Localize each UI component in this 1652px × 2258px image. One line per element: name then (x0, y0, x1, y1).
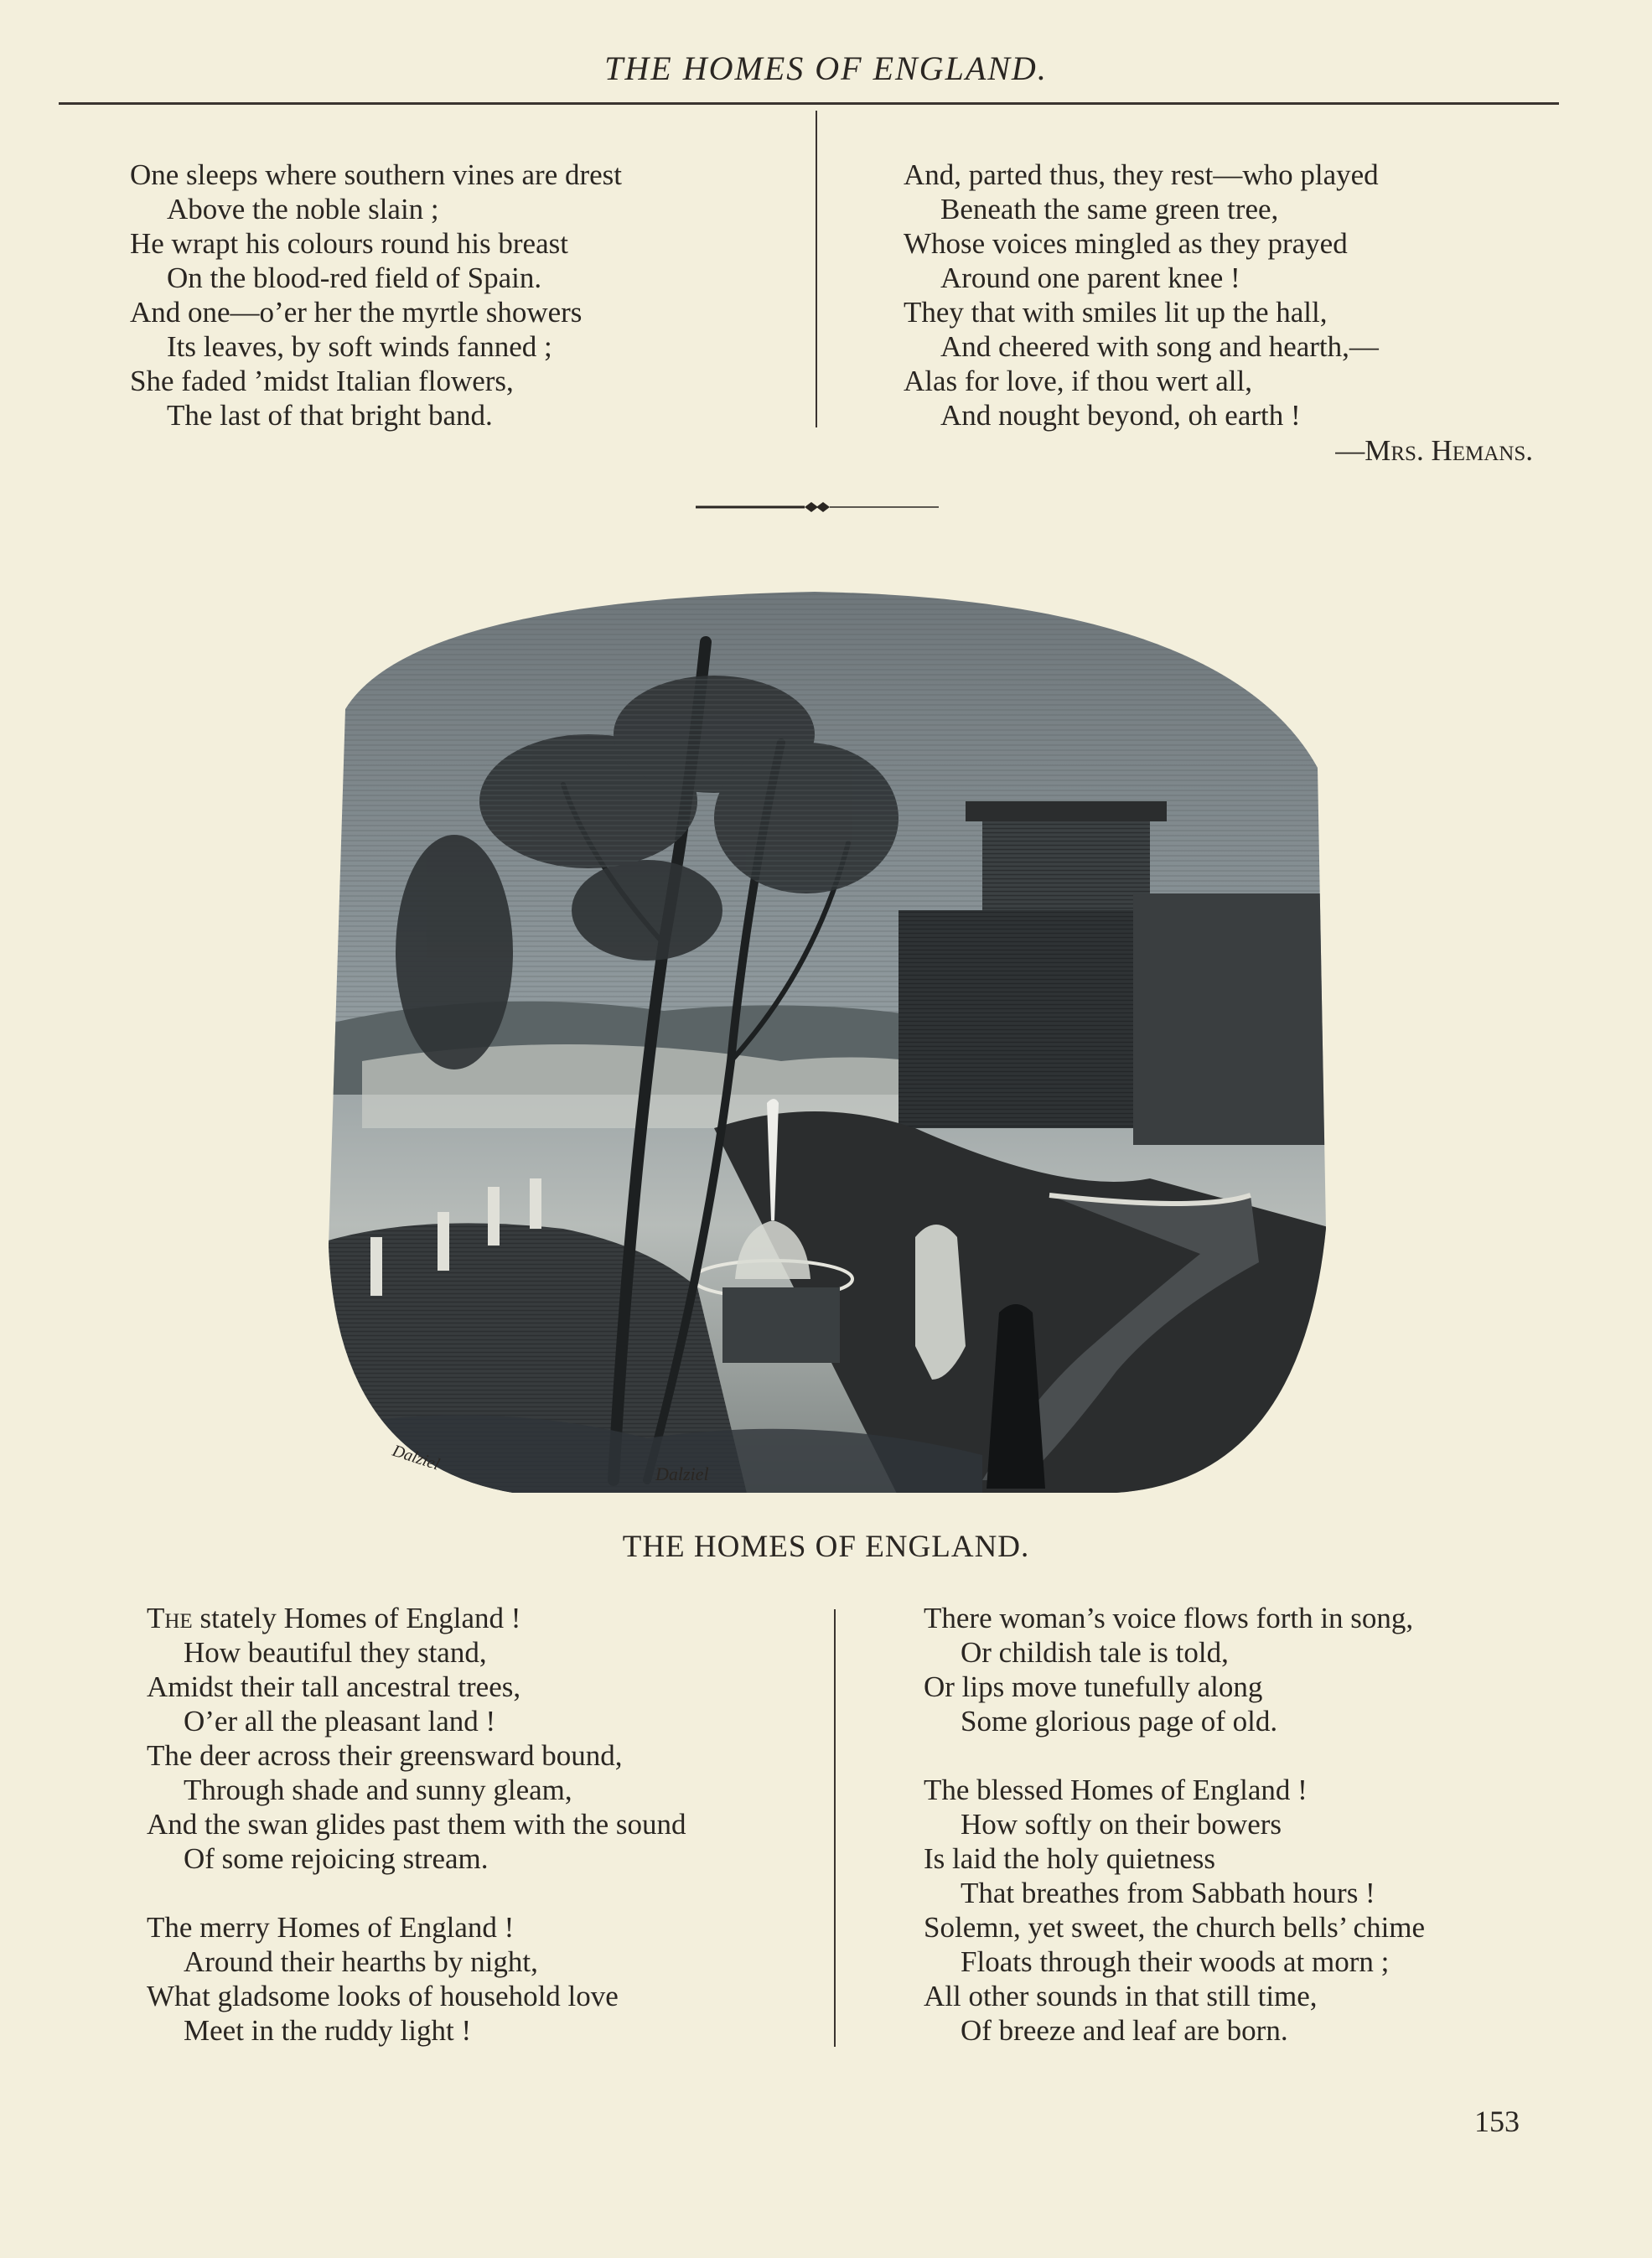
poem-line-text: One sleeps where southern vines are drest (130, 158, 623, 191)
main-poem-right-column (924, 1601, 1425, 2048)
poem-line (924, 1979, 1425, 2013)
poem-line-text: Its leaves, by soft winds fanned ; (167, 330, 552, 363)
poem-line-text: And the swan glides past them with the sound (147, 1808, 686, 1841)
stanza-break (924, 1738, 1425, 1773)
poem-line-text: There woman’s voice flows forth in song, (924, 1602, 1414, 1634)
running-head: THE HOMES OF ENGLAND. (604, 49, 1048, 87)
poem-line-text: O’er all the pleasant land ! (184, 1705, 496, 1738)
poem-line (924, 1910, 1425, 1945)
poem-line-text: All other sounds in that still time, (924, 1980, 1318, 2012)
poem-line (130, 364, 622, 398)
poem-line (924, 1945, 1425, 1979)
poem-line (130, 398, 622, 432)
poem-line (130, 226, 622, 261)
engraver-signature-right: Dalziel (655, 1463, 709, 1484)
poem-line-text: And cheered with song and hearth,— (940, 330, 1379, 363)
poem-line (147, 1979, 686, 2013)
poem-line (904, 158, 1379, 192)
top-column-divider (816, 111, 817, 427)
poem-line (904, 295, 1379, 329)
poem-line-text: The deer across their greensward bound, (147, 1739, 623, 1772)
poem-line-text: Around their hearths by night, (184, 1945, 538, 1978)
poem-line (904, 398, 1379, 432)
poem-line (904, 226, 1379, 261)
poem-line-text: The blessed Homes of England ! (924, 1774, 1308, 1806)
poem-line (924, 1876, 1425, 1910)
poem-attribution (1335, 434, 1533, 468)
poem-line-text: Or lips move tunefully along (924, 1670, 1263, 1703)
poem-line (924, 1773, 1425, 1807)
poem-line-text: The last of that bright band. (167, 399, 493, 432)
poem-line (147, 1635, 686, 1670)
poem-line-text: Around one parent knee ! (940, 262, 1240, 294)
poem-line-text: Alas for love, if thou wert all, (904, 365, 1253, 397)
poem-line (147, 2013, 686, 2048)
poem-line (147, 1601, 686, 1635)
poem-line-text: How beautiful they stand, (184, 1636, 487, 1669)
main-column-divider (834, 1609, 836, 2047)
engraving-illustration (312, 592, 1334, 1497)
poem-line-text: Above the noble slain ; (167, 193, 439, 225)
poem-line (147, 1704, 686, 1738)
poem-line (130, 158, 622, 192)
poem-line (924, 1807, 1425, 1841)
poem-line-text: They that with smiles lit up the hall, (904, 296, 1328, 329)
poem-line (130, 192, 622, 226)
main-poem-left-column (147, 1601, 686, 2048)
poem-line (130, 261, 622, 295)
poem-line-text: He wrapt his colours round his breast (130, 227, 568, 260)
poem-line-text: Floats through their woods at morn ; (961, 1945, 1390, 1978)
poem-line (147, 1670, 686, 1704)
attribution-text: —Mrs. Hemans. (1335, 434, 1533, 467)
poem-line-text: stately Homes of England ! (192, 1602, 521, 1634)
poem-line-text: And one—o’er her the myrtle showers (130, 296, 583, 329)
poem-line (904, 192, 1379, 226)
poem-line-text: Or childish tale is told, (961, 1636, 1229, 1669)
poem-line (924, 1704, 1425, 1738)
poem-line-text: Beneath the same green tree, (940, 193, 1279, 225)
poem-line-text: Solemn, yet sweet, the church bells’ chime (924, 1911, 1426, 1944)
poem-line (130, 295, 622, 329)
engraver-signature-left: Dalziel (390, 1441, 443, 1474)
poem-line (904, 261, 1379, 295)
poem-line-text: She faded ’midst Italian flowers, (130, 365, 514, 397)
poem-line (904, 329, 1379, 364)
poem-line-text: And nought beyond, oh earth ! (940, 399, 1301, 432)
poem-line-text: That breathes from Sabbath hours ! (961, 1877, 1375, 1909)
header-rule (59, 102, 1559, 105)
poem-line (147, 1945, 686, 1979)
poem-line-text: On the blood-red field of Spain. (167, 262, 542, 294)
stanza-break (147, 1876, 686, 1910)
poem-line (147, 1841, 686, 1876)
poem-line (147, 1773, 686, 1807)
poem-line-text: How softly on their bowers (961, 1808, 1282, 1841)
poem-line (924, 1841, 1425, 1876)
poem-line (924, 1635, 1425, 1670)
poem-line (147, 1738, 686, 1773)
poem-line (924, 2013, 1425, 2048)
poem-line-text: Meet in the ruddy light ! (184, 2014, 472, 2047)
poem-line-text: Whose voices mingled as they prayed (904, 227, 1348, 260)
poem-line (924, 1670, 1425, 1704)
top-poem-right-column (904, 158, 1379, 432)
top-poem-left-column (130, 158, 622, 432)
poem-opening-word: The (147, 1602, 193, 1634)
poem-line-text: The merry Homes of England ! (147, 1911, 515, 1944)
poem-line-text: And, parted thus, they rest—who played (904, 158, 1379, 191)
section-title: THE HOMES OF ENGLAND. (622, 1530, 1030, 1564)
page-number: 153 (1474, 2105, 1520, 2138)
poem-line-text: Through shade and sunny gleam, (184, 1774, 572, 1806)
poem-line (147, 1910, 686, 1945)
poem-line-text: Of breeze and leaf are born. (961, 2014, 1288, 2047)
poem-line (924, 1601, 1425, 1635)
poem-line (147, 1807, 686, 1841)
poem-line-text: Some glorious page of old. (961, 1705, 1278, 1738)
poem-line (904, 364, 1379, 398)
poem-line-text: Is laid the holy quietness (924, 1842, 1216, 1875)
poem-line (130, 329, 622, 364)
poem-line-text: Of some rejoicing stream. (184, 1842, 489, 1875)
poem-line-text: Amidst their tall ancestral trees, (147, 1670, 521, 1703)
section-ornament (696, 499, 939, 515)
poem-line-text: What gladsome looks of household love (147, 1980, 619, 2012)
